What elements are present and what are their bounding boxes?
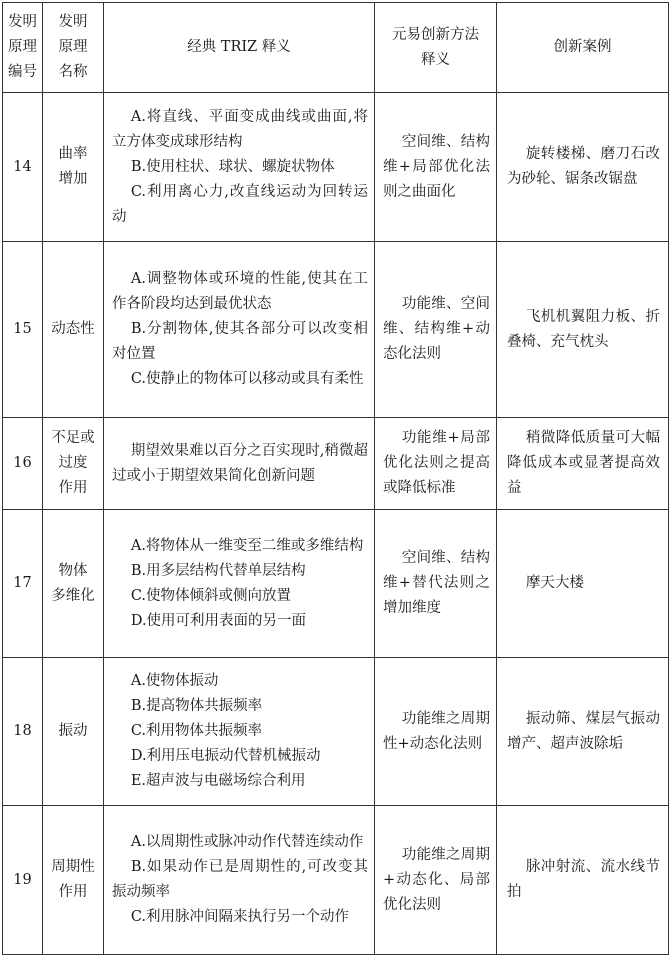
triz-definition — [104, 510, 375, 658]
table-row — [3, 806, 669, 955]
triz-item: C.使静止的物体可以移动或具有柔性 — [130, 371, 364, 387]
method-text: 空间维、结构维+替代法则之增加维度 — [383, 550, 490, 616]
method-definition — [375, 658, 497, 806]
principle-name-line: 不足或 — [51, 430, 95, 446]
principle-name-line: 作用 — [58, 480, 88, 496]
method-text: 功能维+局部优化法则之提高或降低标准 — [383, 430, 490, 496]
method-text: 功能维之周期性+动态化法则 — [383, 710, 490, 752]
header-method — [375, 3, 497, 93]
triz-item: A.以周期性或脉冲动作代替连续动作 — [130, 834, 364, 850]
triz-item: A.将物体从一维变至二维或多维结构 — [130, 537, 364, 554]
principle-name-line: 振动 — [58, 723, 88, 739]
case-text: 稍微降低质量可大幅降低成本或显著提高效益 — [507, 430, 660, 496]
principle-number: 15 — [3, 242, 43, 418]
triz-principles-table — [2, 2, 669, 955]
principle-name — [43, 806, 104, 955]
table-row — [3, 510, 669, 658]
header-triz: 经典 TRIZ 释义 — [104, 3, 375, 93]
innovation-case — [497, 806, 669, 955]
principle-name — [43, 418, 104, 510]
triz-item: D.利用压电振动代替机械振动 — [130, 748, 321, 764]
method-definition — [375, 242, 497, 418]
principle-name-line: 增加 — [58, 171, 88, 187]
innovation-case — [497, 658, 669, 806]
triz-item: B.提高物体共振频率 — [130, 698, 263, 714]
method-text: 功能维之周期+动态化、局部优化法则 — [383, 846, 490, 913]
header-method-line: 元易创新方法 — [392, 26, 479, 43]
header-no-line: 原理 — [8, 39, 37, 55]
table-row — [3, 242, 669, 418]
triz-item: B.使用柱状、球状、螺旋状物体 — [130, 158, 335, 175]
triz-definition — [104, 418, 375, 510]
triz-item: B.如果动作已是周期性的,可改变其振动频率 — [112, 859, 368, 900]
principle-number: 14 — [3, 93, 43, 242]
table-row — [3, 658, 669, 806]
triz-item: 期望效果难以百分之百实现时,稍微超过或小于期望效果简化创新问题 — [112, 442, 368, 484]
table-row — [3, 93, 669, 242]
case-text: 脉冲射流、流水线节拍 — [507, 859, 660, 900]
triz-item: C.利用脉冲间隔来执行另一个动作 — [130, 909, 350, 925]
method-definition — [375, 418, 497, 510]
principle-name — [43, 658, 104, 806]
innovation-case — [497, 242, 669, 418]
principle-name — [43, 242, 104, 418]
method-text: 功能维、空间维、结构维+动态化法则 — [383, 296, 490, 362]
method-definition — [375, 806, 497, 955]
header-no — [3, 3, 43, 93]
triz-item: C.利用离心力,改直线运动为回转运动 — [112, 183, 368, 225]
triz-item: B.分割物体,使其各部分可以改变相对位置 — [112, 321, 368, 362]
triz-item: E.超声波与电磁场综合利用 — [130, 773, 306, 789]
triz-item: C.利用物体共振频率 — [130, 723, 263, 739]
header-name — [43, 3, 104, 93]
triz-definition — [104, 658, 375, 806]
principle-number: 18 — [3, 658, 43, 806]
principle-name-line: 动态性 — [51, 321, 95, 337]
innovation-case — [497, 93, 669, 242]
table-row — [3, 418, 669, 510]
header-no-line: 编号 — [8, 64, 37, 80]
triz-item: A.使物体振动 — [130, 673, 219, 689]
triz-item: C.使物体倾斜或侧向放置 — [130, 587, 292, 604]
principle-name-line: 作用 — [58, 884, 88, 900]
principle-number: 17 — [3, 510, 43, 658]
header-name-line: 原理 — [58, 39, 88, 55]
triz-item: B.用多层结构代替单层结构 — [130, 562, 306, 579]
header-case: 创新案例 — [497, 3, 669, 93]
header-row — [3, 3, 669, 93]
header-no-line: 发明 — [8, 14, 37, 30]
header-name-line: 名称 — [58, 64, 88, 80]
principle-number: 16 — [3, 418, 43, 510]
principle-name-line: 物体 — [58, 562, 88, 579]
principle-name-line: 过度 — [58, 455, 88, 471]
triz-item: A.调整物体或环境的性能,使其在工作各阶段均达到最优状态 — [112, 271, 368, 312]
principle-name-line: 曲率 — [58, 146, 88, 162]
case-text: 振动筛、煤层气振动增产、超声波除垢 — [507, 710, 660, 752]
principle-name — [43, 93, 104, 242]
method-definition — [375, 93, 497, 242]
header-method-line: 释义 — [421, 51, 450, 68]
header-name-line: 发明 — [58, 14, 88, 30]
case-text: 摩天大楼 — [525, 575, 584, 591]
triz-item: D.使用可利用表面的另一面 — [130, 612, 307, 629]
triz-item: A.将直线、平面变成曲线或曲面,将立方体变成球形结构 — [112, 108, 368, 150]
triz-definition — [104, 806, 375, 955]
method-text: 空间维、结构维+局部优化法则之曲面化 — [383, 133, 490, 200]
principle-name-line: 周期性 — [51, 859, 95, 875]
method-definition — [375, 510, 497, 658]
principle-number: 19 — [3, 806, 43, 955]
triz-definition — [104, 242, 375, 418]
principle-name — [43, 510, 104, 658]
case-text: 旋转楼梯、磨刀石改为砂轮、锯条改锯盘 — [507, 146, 660, 187]
innovation-case — [497, 510, 669, 658]
innovation-case — [497, 418, 669, 510]
triz-definition — [104, 93, 375, 242]
case-text: 飞机机翼阻力板、折叠椅、充气枕头 — [507, 308, 660, 350]
principle-name-line: 多维化 — [51, 587, 95, 604]
